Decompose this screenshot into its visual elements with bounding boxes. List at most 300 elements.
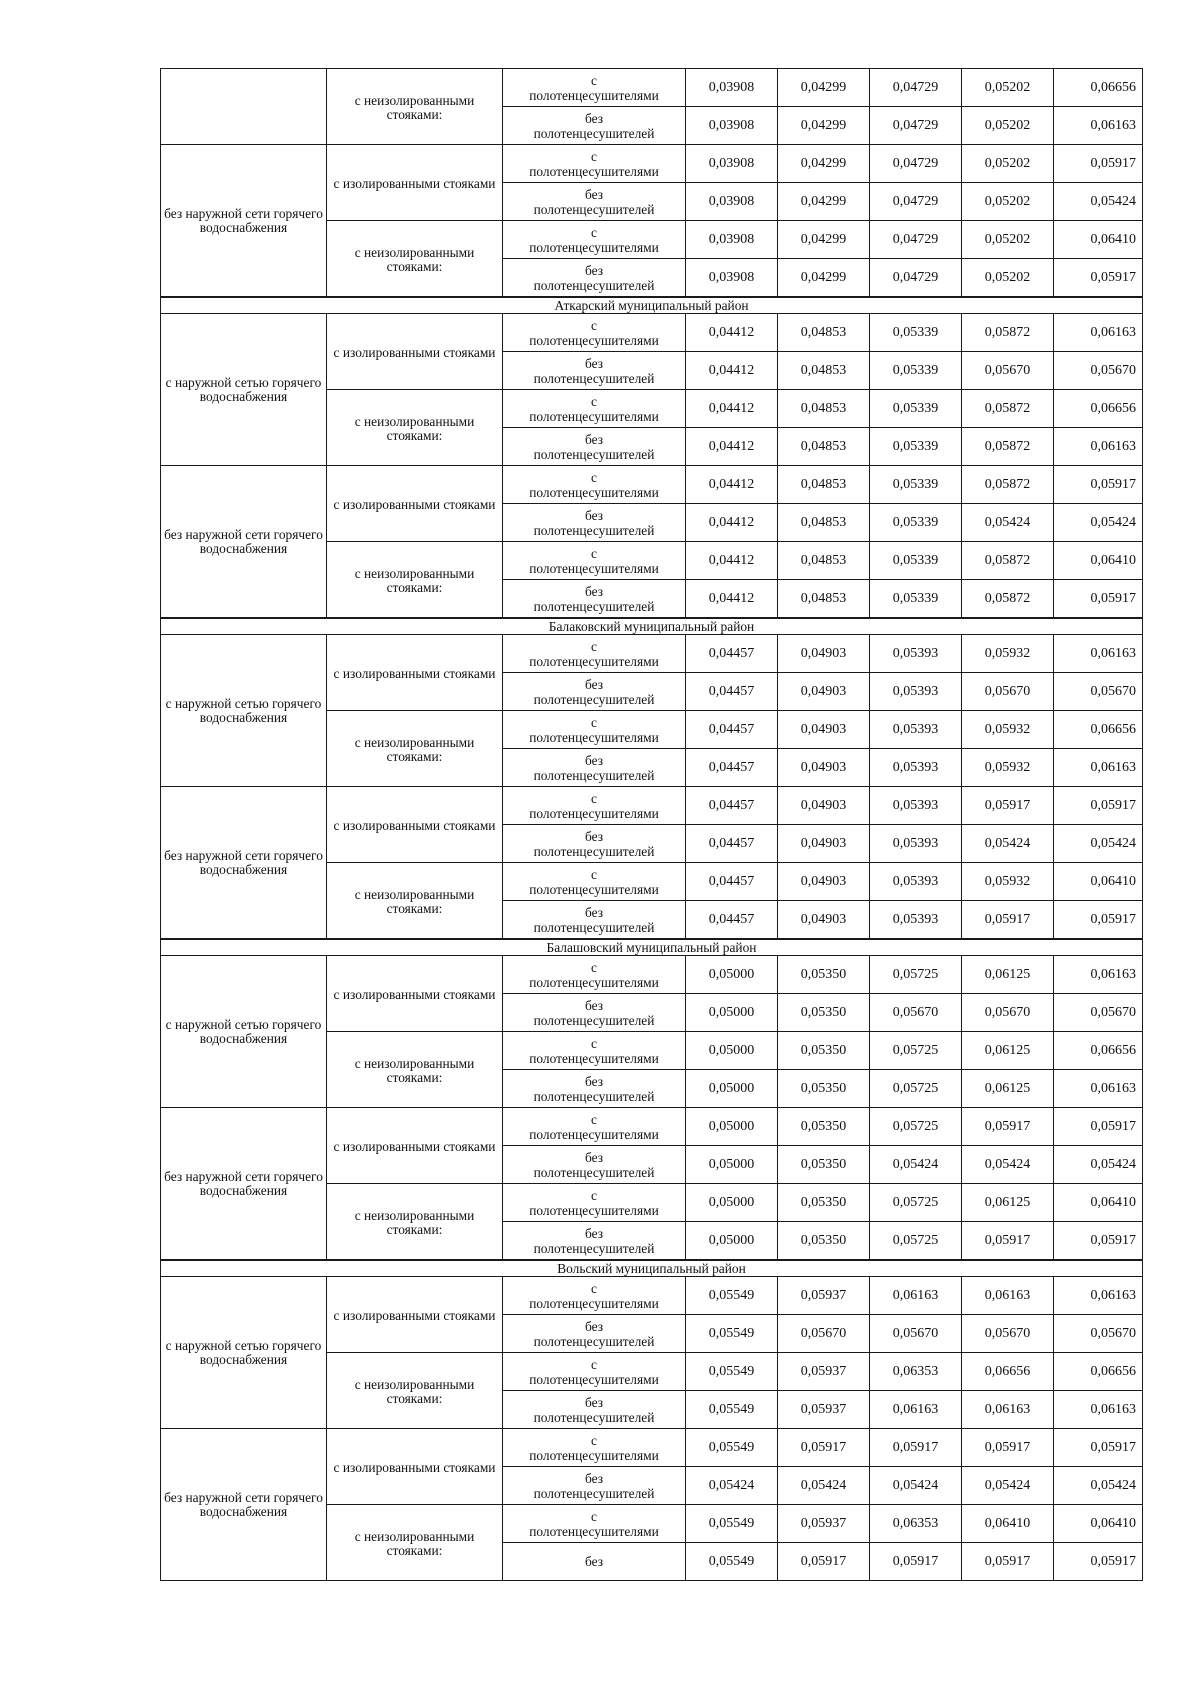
norm-value-cell: 0,03908 — [686, 183, 778, 221]
norm-value-cell: 0,05424 — [962, 825, 1054, 863]
norm-value-cell: 0,05917 — [1054, 1543, 1143, 1581]
dryer-type-cell — [503, 994, 686, 1032]
riser-type-cell: с неизолированными стояками: — [327, 542, 503, 619]
dryer-type-prefix: с — [591, 790, 597, 806]
norm-value-cell: 0,05917 — [962, 901, 1054, 940]
norm-value-cell: 0,05339 — [870, 352, 962, 390]
norm-value-cell: 0,05000 — [686, 1070, 778, 1108]
dryer-type-label: полотенцесушителями — [529, 332, 659, 348]
norm-value-cell: 0,06163 — [870, 1391, 962, 1429]
district-header-row — [161, 297, 1143, 314]
dryer-type-prefix: с — [591, 1432, 597, 1448]
norm-value-cell: 0,05350 — [778, 1146, 870, 1184]
norm-value-cell: 0,05339 — [870, 466, 962, 504]
norm-value-cell: 0,05350 — [778, 1184, 870, 1222]
dryer-type-label: полотенцесушителями — [529, 1371, 659, 1387]
norm-value-cell: 0,04853 — [778, 352, 870, 390]
norm-value-cell: 0,05424 — [962, 1146, 1054, 1184]
norm-value-cell: 0,06656 — [962, 1353, 1054, 1391]
norm-value-cell: 0,05917 — [1054, 145, 1143, 183]
district-name — [161, 1260, 1143, 1277]
riser-type-cell: с изолированными стояками — [327, 466, 503, 542]
norm-value-cell: 0,05872 — [962, 580, 1054, 619]
dryer-type-cell — [503, 1070, 686, 1108]
norm-value-cell: 0,05393 — [870, 749, 962, 787]
district-name — [161, 618, 1143, 635]
dryer-type-label: полотенцесушителями — [529, 239, 659, 255]
riser-type-cell: с изолированными стояками — [327, 145, 503, 221]
network-type-cell: с наружной сетью горячего водоснабжения — [161, 1277, 327, 1429]
dryer-type-prefix: без — [584, 1073, 604, 1089]
norm-value-cell: 0,04299 — [778, 259, 870, 298]
district-header-row — [161, 939, 1143, 956]
norm-value-cell: 0,06163 — [962, 1391, 1054, 1429]
norm-value-cell: 0,05917 — [1054, 259, 1143, 298]
dryer-type-label: полотенцесушителями — [529, 1295, 659, 1311]
dryer-type-cell — [503, 1108, 686, 1146]
table-row — [161, 635, 1143, 673]
norm-value-cell: 0,05424 — [1054, 504, 1143, 542]
norm-value-cell: 0,05937 — [778, 1353, 870, 1391]
norm-value-cell: 0,05393 — [870, 673, 962, 711]
riser-type-cell: с изолированными стояками — [327, 956, 503, 1032]
norm-value-cell: 0,06163 — [962, 1277, 1054, 1315]
norm-value-cell: 0,06656 — [1054, 1353, 1143, 1391]
dryer-type-prefix: без — [584, 1318, 604, 1334]
norm-value-cell: 0,06656 — [1054, 711, 1143, 749]
norm-value-cell: 0,05202 — [962, 69, 1054, 107]
norm-value-cell: 0,04853 — [778, 314, 870, 352]
norm-value-cell: 0,04853 — [778, 542, 870, 580]
norm-value-cell: 0,05350 — [778, 1032, 870, 1070]
dryer-type-label: полотенцесушителей — [533, 598, 655, 614]
dryer-type-prefix: без — [584, 828, 604, 844]
norm-value-cell: 0,03908 — [686, 221, 778, 259]
dryer-type-prefix: с — [591, 317, 597, 333]
dryer-type-prefix: без — [584, 904, 604, 920]
norm-value-cell: 0,05424 — [1054, 825, 1143, 863]
norm-value-cell: 0,05670 — [962, 994, 1054, 1032]
dryer-type-prefix: с — [591, 148, 597, 164]
norm-value-cell: 0,04853 — [778, 580, 870, 619]
norm-value-cell: 0,05000 — [686, 1184, 778, 1222]
norm-value-cell: 0,05917 — [962, 787, 1054, 825]
norm-value-cell: 0,05000 — [686, 956, 778, 994]
norm-value-cell: 0,04457 — [686, 863, 778, 901]
norm-value-cell: 0,06656 — [1054, 390, 1143, 428]
dryer-type-cell — [503, 1277, 686, 1315]
dryer-type-prefix: с — [591, 72, 597, 88]
dryer-type-label: полотенцесушителями — [529, 1523, 659, 1539]
dryer-type-cell — [503, 635, 686, 673]
riser-type-cell: с изолированными стояками — [327, 787, 503, 863]
norm-value-cell: 0,05549 — [686, 1505, 778, 1543]
dryer-type-label: полотенцесушителями — [529, 484, 659, 500]
norm-value-cell: 0,05339 — [870, 542, 962, 580]
norm-value-cell: 0,05424 — [962, 504, 1054, 542]
norm-value-cell: 0,04853 — [778, 428, 870, 466]
dryer-type-cell — [503, 1146, 686, 1184]
norm-value-cell: 0,05932 — [962, 635, 1054, 673]
norm-value-cell: 0,04412 — [686, 352, 778, 390]
riser-type-cell: с неизолированными стояками: — [327, 863, 503, 940]
norm-value-cell: 0,05872 — [962, 466, 1054, 504]
norm-value-cell: 0,04903 — [778, 711, 870, 749]
norm-value-cell: 0,05725 — [870, 1222, 962, 1261]
dryer-type-prefix: без — [584, 1394, 604, 1410]
dryer-type-label: полотенцесушителями — [529, 408, 659, 424]
norm-value-cell: 0,05549 — [686, 1429, 778, 1467]
dryer-type-label: полотенцесушителей — [533, 1012, 655, 1028]
norm-value-cell: 0,05872 — [962, 314, 1054, 352]
dryer-type-cell — [503, 221, 686, 259]
norm-value-cell: 0,06163 — [1054, 1391, 1143, 1429]
dryer-type-cell — [503, 711, 686, 749]
norm-value-cell: 0,06163 — [1054, 1070, 1143, 1108]
riser-type-cell: с неизолированными стояками: — [327, 390, 503, 466]
dryer-type-label: полотенцесушителей — [533, 1333, 655, 1349]
norm-value-cell: 0,05424 — [1054, 183, 1143, 221]
norm-value-cell: 0,05670 — [962, 673, 1054, 711]
dryer-type-label: полотенцесушителей — [533, 370, 655, 386]
norm-value-cell: 0,05393 — [870, 711, 962, 749]
dryer-type-cell — [503, 1315, 686, 1353]
dryer-type-label: полотенцесушителей — [533, 767, 655, 783]
norm-value-cell: 0,05000 — [686, 1032, 778, 1070]
norm-value-cell: 0,04729 — [870, 259, 962, 298]
norm-value-cell: 0,05424 — [870, 1146, 962, 1184]
dryer-type-label: полотенцесушителями — [529, 881, 659, 897]
consumption-norms-table — [160, 68, 1143, 1581]
dryer-type-label: полотенцесушителями — [529, 87, 659, 103]
norm-value-cell: 0,04729 — [870, 107, 962, 145]
network-type-cell: с наружной сетью горячего водоснабжения — [161, 635, 327, 787]
dryer-type-cell — [503, 863, 686, 901]
norm-value-cell: 0,05424 — [778, 1467, 870, 1505]
norm-value-cell: 0,05725 — [870, 1108, 962, 1146]
dryer-type-prefix: без — [584, 355, 604, 371]
norm-value-cell: 0,04729 — [870, 69, 962, 107]
riser-type-cell: с изолированными стояками — [327, 635, 503, 711]
norm-value-cell: 0,04903 — [778, 749, 870, 787]
norm-value-cell: 0,04412 — [686, 542, 778, 580]
norm-value-cell: 0,03908 — [686, 107, 778, 145]
norm-value-cell: 0,03908 — [686, 259, 778, 298]
district-name — [161, 939, 1143, 956]
norm-value-cell: 0,04903 — [778, 901, 870, 940]
dryer-type-cell — [503, 314, 686, 352]
district-header-row — [161, 1260, 1143, 1277]
dryer-type-cell — [503, 107, 686, 145]
dryer-type-prefix: без — [584, 110, 604, 126]
norm-value-cell: 0,05339 — [870, 390, 962, 428]
norm-value-cell: 0,05917 — [1054, 1222, 1143, 1261]
norm-value-cell: 0,06410 — [1054, 1184, 1143, 1222]
dryer-type-prefix: без — [584, 507, 604, 523]
table-row — [161, 956, 1143, 994]
norm-value-cell: 0,05917 — [1054, 901, 1143, 940]
table-row — [161, 314, 1143, 352]
dryer-type-cell — [503, 1543, 686, 1581]
network-type-cell — [161, 69, 327, 145]
dryer-type-cell — [503, 1391, 686, 1429]
dryer-type-cell — [503, 580, 686, 619]
norm-value-cell: 0,05670 — [870, 994, 962, 1032]
norm-value-cell: 0,05670 — [1054, 673, 1143, 711]
network-type-cell: без наружной сети горячего водоснабжения — [161, 1108, 327, 1261]
norm-value-cell: 0,06163 — [1054, 314, 1143, 352]
norm-value-cell: 0,05917 — [778, 1543, 870, 1581]
riser-type-cell: с неизолированными стояками: — [327, 1184, 503, 1261]
dryer-type-prefix: с — [591, 545, 597, 561]
district-name-text: Аткарский муниципальный район — [554, 297, 749, 313]
dryer-type-label: полотенцесушителей — [533, 1164, 655, 1180]
norm-value-cell: 0,04299 — [778, 221, 870, 259]
dryer-type-cell — [503, 504, 686, 542]
dryer-type-label: полотенцесушителями — [529, 653, 659, 669]
dryer-type-cell — [503, 1505, 686, 1543]
norm-value-cell: 0,04412 — [686, 314, 778, 352]
table-row — [161, 69, 1143, 107]
norm-value-cell: 0,05339 — [870, 314, 962, 352]
dryer-type-label: полотенцесушителей — [533, 277, 655, 293]
norm-value-cell: 0,05932 — [962, 749, 1054, 787]
norm-value-cell: 0,05937 — [778, 1505, 870, 1543]
dryer-type-label: полотенцесушителями — [529, 805, 659, 821]
dryer-type-prefix: без — [584, 186, 604, 202]
table-row — [161, 787, 1143, 825]
riser-type-cell: с неизолированными стояками: — [327, 1353, 503, 1429]
norm-value-cell: 0,06656 — [1054, 1032, 1143, 1070]
norm-value-cell: 0,06163 — [1054, 956, 1143, 994]
riser-type-cell: с изолированными стояками — [327, 1108, 503, 1184]
norm-value-cell: 0,04457 — [686, 825, 778, 863]
dryer-type-cell — [503, 183, 686, 221]
norm-value-cell: 0,05917 — [962, 1543, 1054, 1581]
norm-value-cell: 0,06353 — [870, 1505, 962, 1543]
dryer-type-prefix: с — [591, 1356, 597, 1372]
norm-value-cell: 0,05350 — [778, 1070, 870, 1108]
norm-value-cell: 0,04457 — [686, 901, 778, 940]
norm-value-cell: 0,06410 — [1054, 1505, 1143, 1543]
dryer-type-cell — [503, 1467, 686, 1505]
norm-value-cell: 0,05350 — [778, 1222, 870, 1261]
norm-value-cell: 0,05424 — [962, 1467, 1054, 1505]
dryer-type-prefix: без — [584, 1470, 604, 1486]
network-type-cell: с наружной сетью горячего водоснабжения — [161, 314, 327, 466]
dryer-type-prefix: с — [591, 714, 597, 730]
norm-value-cell: 0,05424 — [1054, 1467, 1143, 1505]
network-type-cell: без наружной сети горячего водоснабжения — [161, 1429, 327, 1581]
dryer-type-prefix: с — [591, 1508, 597, 1524]
dryer-type-cell — [503, 1222, 686, 1261]
table-row — [161, 145, 1143, 183]
dryer-type-prefix: с — [591, 866, 597, 882]
norm-value-cell: 0,06163 — [1054, 107, 1143, 145]
norm-value-cell: 0,04299 — [778, 107, 870, 145]
dryer-type-cell — [503, 352, 686, 390]
norm-value-cell: 0,05202 — [962, 107, 1054, 145]
dryer-type-prefix: с — [591, 1111, 597, 1127]
riser-type-cell: с неизолированными стояками: — [327, 69, 503, 145]
dryer-type-cell — [503, 787, 686, 825]
norm-value-cell: 0,03908 — [686, 69, 778, 107]
dryer-type-cell — [503, 390, 686, 428]
riser-type-cell: с изолированными стояками — [327, 314, 503, 390]
norm-value-cell: 0,05393 — [870, 635, 962, 673]
norm-value-cell: 0,05917 — [778, 1429, 870, 1467]
norm-value-cell: 0,04412 — [686, 428, 778, 466]
riser-type-cell: с неизолированными стояками: — [327, 1032, 503, 1108]
dryer-type-cell — [503, 428, 686, 466]
norm-value-cell: 0,05872 — [962, 428, 1054, 466]
norm-value-cell: 0,05424 — [686, 1467, 778, 1505]
district-name-text: Вольский муниципальный район — [557, 1260, 746, 1276]
norm-value-cell: 0,05202 — [962, 221, 1054, 259]
norm-value-cell: 0,05937 — [778, 1277, 870, 1315]
norm-value-cell: 0,05424 — [870, 1467, 962, 1505]
norm-value-cell: 0,06125 — [962, 1184, 1054, 1222]
dryer-type-label: полотенцесушителей — [533, 446, 655, 462]
district-name-text: Балашовский муниципальный район — [546, 939, 757, 955]
norm-value-cell: 0,05917 — [870, 1543, 962, 1581]
dryer-type-cell — [503, 825, 686, 863]
norm-value-cell: 0,05202 — [962, 259, 1054, 298]
norm-value-cell: 0,05670 — [962, 352, 1054, 390]
dryer-type-cell — [503, 259, 686, 298]
norm-value-cell: 0,05670 — [962, 1315, 1054, 1353]
document-page — [160, 68, 1143, 1581]
dryer-type-label: полотенцесушителей — [533, 691, 655, 707]
norm-value-cell: 0,04853 — [778, 390, 870, 428]
norm-value-cell: 0,05917 — [1054, 1108, 1143, 1146]
norm-value-cell: 0,06163 — [870, 1277, 962, 1315]
dryer-type-prefix: с — [591, 1035, 597, 1051]
norm-value-cell: 0,06163 — [1054, 428, 1143, 466]
norm-value-cell: 0,05917 — [1054, 1429, 1143, 1467]
network-type-cell: без наружной сети горячего водоснабжения — [161, 466, 327, 619]
norm-value-cell: 0,05549 — [686, 1353, 778, 1391]
dryer-type-label: полотенцесушителей — [533, 843, 655, 859]
norm-value-cell: 0,05917 — [1054, 466, 1143, 504]
riser-type-cell: с неизолированными стояками: — [327, 221, 503, 298]
table-body — [161, 69, 1143, 1581]
norm-value-cell: 0,05917 — [870, 1429, 962, 1467]
norm-value-cell: 0,06163 — [1054, 1277, 1143, 1315]
table-row — [161, 466, 1143, 504]
dryer-type-label: полотенцесушителей — [533, 1485, 655, 1501]
norm-value-cell: 0,06163 — [1054, 635, 1143, 673]
dryer-type-cell — [503, 466, 686, 504]
norm-value-cell: 0,04299 — [778, 69, 870, 107]
norm-value-cell: 0,05917 — [962, 1429, 1054, 1467]
dryer-type-cell — [503, 901, 686, 940]
norm-value-cell: 0,05872 — [962, 542, 1054, 580]
dryer-type-cell — [503, 542, 686, 580]
district-name-text: Балаковский муниципальный район — [548, 618, 755, 634]
network-type-cell: без наружной сети горячего водоснабжения — [161, 787, 327, 940]
norm-value-cell: 0,05339 — [870, 428, 962, 466]
table-row — [161, 1277, 1143, 1315]
norm-value-cell: 0,05350 — [778, 1108, 870, 1146]
dryer-type-cell — [503, 145, 686, 183]
norm-value-cell: 0,05670 — [870, 1315, 962, 1353]
norm-value-cell: 0,05725 — [870, 1032, 962, 1070]
norm-value-cell: 0,06656 — [1054, 69, 1143, 107]
dryer-type-label: полотенцесушителями — [529, 974, 659, 990]
norm-value-cell: 0,05339 — [870, 580, 962, 619]
norm-value-cell: 0,05350 — [778, 956, 870, 994]
riser-type-cell: с изолированными стояками — [327, 1277, 503, 1353]
norm-value-cell: 0,05339 — [870, 504, 962, 542]
norm-value-cell: 0,05917 — [962, 1108, 1054, 1146]
norm-value-cell: 0,04299 — [778, 183, 870, 221]
norm-value-cell: 0,05917 — [1054, 580, 1143, 619]
norm-value-cell: 0,04903 — [778, 863, 870, 901]
norm-value-cell: 0,05350 — [778, 994, 870, 1032]
norm-value-cell: 0,05202 — [962, 183, 1054, 221]
norm-value-cell: 0,04903 — [778, 825, 870, 863]
norm-value-cell: 0,05393 — [870, 825, 962, 863]
dryer-type-label: полотенцесушителями — [529, 1447, 659, 1463]
norm-value-cell: 0,04412 — [686, 390, 778, 428]
norm-value-cell: 0,06125 — [962, 1070, 1054, 1108]
norm-value-cell: 0,05549 — [686, 1391, 778, 1429]
dryer-type-label: полотенцесушителей — [533, 1409, 655, 1425]
norm-value-cell: 0,06163 — [1054, 749, 1143, 787]
dryer-type-prefix: без — [584, 752, 604, 768]
dryer-type-label: полотенцесушителями — [529, 1126, 659, 1142]
dryer-type-prefix: без — [584, 676, 604, 692]
norm-value-cell: 0,06410 — [962, 1505, 1054, 1543]
riser-type-cell: с неизолированными стояками: — [327, 711, 503, 787]
norm-value-cell: 0,05917 — [1054, 787, 1143, 825]
dryer-type-prefix: с — [591, 393, 597, 409]
norm-value-cell: 0,04457 — [686, 635, 778, 673]
dryer-type-cell — [503, 673, 686, 711]
norm-value-cell: 0,05670 — [1054, 994, 1143, 1032]
norm-value-cell: 0,05917 — [962, 1222, 1054, 1261]
dryer-type-label: полотенцесушителями — [529, 163, 659, 179]
norm-value-cell: 0,05424 — [1054, 1146, 1143, 1184]
norm-value-cell: 0,05000 — [686, 1108, 778, 1146]
dryer-type-label: полотенцесушителей — [533, 1240, 655, 1256]
dryer-type-prefix: без — [584, 1225, 604, 1241]
district-header-row — [161, 618, 1143, 635]
dryer-type-prefix: с — [591, 1187, 597, 1203]
dryer-type-prefix: с — [591, 469, 597, 485]
norm-value-cell: 0,05932 — [962, 711, 1054, 749]
norm-value-cell: 0,03908 — [686, 145, 778, 183]
norm-value-cell: 0,04903 — [778, 787, 870, 825]
norm-value-cell: 0,04412 — [686, 580, 778, 619]
dryer-type-cell — [503, 1184, 686, 1222]
norm-value-cell: 0,06410 — [1054, 542, 1143, 580]
dryer-type-label: полотенцесушителей — [533, 125, 655, 141]
norm-value-cell: 0,04412 — [686, 504, 778, 542]
norm-value-cell: 0,05872 — [962, 390, 1054, 428]
norm-value-cell: 0,06125 — [962, 956, 1054, 994]
norm-value-cell: 0,05932 — [962, 863, 1054, 901]
norm-value-cell: 0,05393 — [870, 787, 962, 825]
norm-value-cell: 0,05393 — [870, 863, 962, 901]
dryer-type-label: полотенцесушителями — [529, 729, 659, 745]
norm-value-cell: 0,04903 — [778, 673, 870, 711]
riser-type-cell: с изолированными стояками — [327, 1429, 503, 1505]
dryer-type-prefix: с — [591, 224, 597, 240]
norm-value-cell: 0,04903 — [778, 635, 870, 673]
norm-value-cell: 0,04457 — [686, 749, 778, 787]
